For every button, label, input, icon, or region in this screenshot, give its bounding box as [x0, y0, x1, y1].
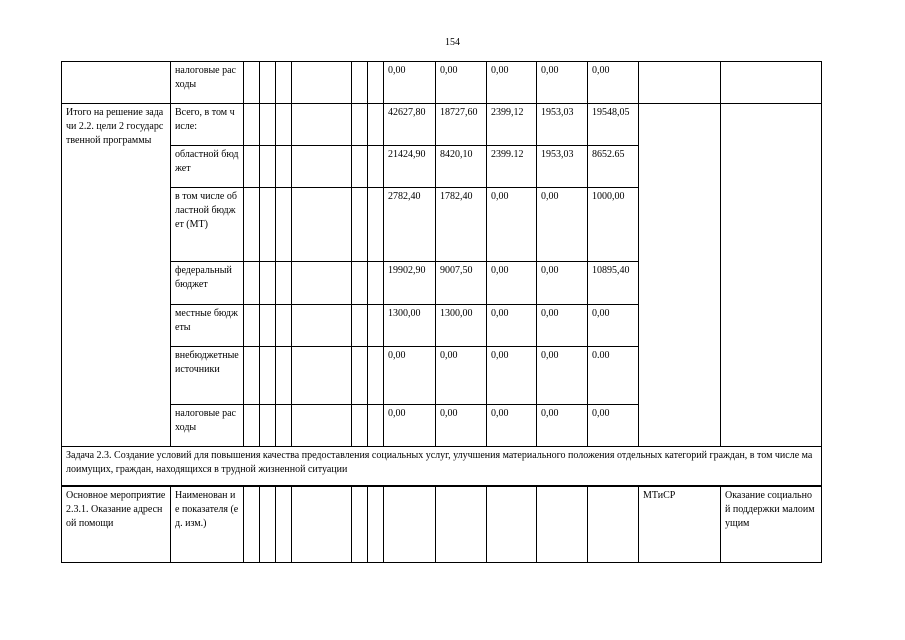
table-row [62, 104, 822, 146]
value-cell: 0,00 [588, 62, 639, 104]
table-row [62, 447, 822, 486]
row-label: налоговые расходы [171, 62, 244, 104]
value-cell: 0.00 [588, 347, 639, 405]
value-cell: 1000,00 [588, 188, 639, 262]
page-number: 154 [445, 37, 460, 48]
row-label: Всего, в том числе: [171, 104, 244, 146]
value-cell: 1953,03 [537, 104, 588, 146]
value-cell: 0,00 [487, 62, 537, 104]
budget-table [61, 61, 822, 563]
value-cell: 0,00 [487, 188, 537, 262]
value-cell: 0,00 [487, 405, 537, 447]
value-cell: 2399,12 [487, 104, 537, 146]
row-label: областной бюджет [171, 146, 244, 188]
summary-title: Итого на решение задачи 2.2. цели 2 государственной программы [62, 104, 171, 447]
value-cell: 8420,10 [436, 146, 487, 188]
value-cell: 0,00 [487, 262, 537, 305]
value-cell: 21424,90 [384, 146, 436, 188]
value-cell: 10895,40 [588, 262, 639, 305]
row-label: местные бюджеты [171, 305, 244, 347]
result-cell: Оказание социальной поддержки малоимущим [721, 486, 822, 563]
value-cell: 1953,03 [537, 146, 588, 188]
value-cell: 0,00 [537, 347, 588, 405]
value-cell: 0,00 [537, 188, 588, 262]
value-cell: 0,00 [487, 347, 537, 405]
value-cell: 19548,05 [588, 104, 639, 146]
table-row [62, 62, 822, 104]
value-cell: 1300,00 [384, 305, 436, 347]
row-label: в том числе областной бюджет (МТ) [171, 188, 244, 262]
table-row [62, 486, 822, 563]
value-cell: 0,00 [384, 62, 436, 104]
value-cell: 0,00 [537, 262, 588, 305]
executor-cell: МТиСР [639, 486, 721, 563]
value-cell: 18727,60 [436, 104, 487, 146]
value-cell: 1782,40 [436, 188, 487, 262]
value-cell: 0,00 [537, 405, 588, 447]
value-cell: 0,00 [537, 62, 588, 104]
indicator-label: Наименован ие показателя (ед. изм.) [171, 486, 244, 563]
row-label: налоговые расходы [171, 405, 244, 447]
value-cell: 1300,00 [436, 305, 487, 347]
value-cell: 0,00 [436, 62, 487, 104]
value-cell: 9007,50 [436, 262, 487, 305]
value-cell: 0,00 [384, 405, 436, 447]
value-cell: 42627,80 [384, 104, 436, 146]
value-cell: 0,00 [487, 305, 537, 347]
value-cell: 0,00 [436, 405, 487, 447]
value-cell: 8652.65 [588, 146, 639, 188]
value-cell: 19902,90 [384, 262, 436, 305]
row-label: внебюджетные источники [171, 347, 244, 405]
empty-cell [62, 62, 171, 104]
value-cell: 0,00 [436, 347, 487, 405]
task-heading: Задача 2.3. Создание условий для повышения качества предоставления социальных услуг, улучшения материального положения отдельных категорий граждан, в том числе малоимущих, граждан, находящихся в трудной жизненной ситуации [62, 447, 822, 486]
value-cell: 0,00 [588, 305, 639, 347]
value-cell: 0,00 [588, 405, 639, 447]
value-cell: 2782,40 [384, 188, 436, 262]
value-cell: 0,00 [384, 347, 436, 405]
value-cell: 0,00 [537, 305, 588, 347]
value-cell: 2399.12 [487, 146, 537, 188]
row-label: федеральный бюджет [171, 262, 244, 305]
measure-title: Основное мероприятие 2.3.1. Оказание адресной помощи [62, 486, 171, 563]
